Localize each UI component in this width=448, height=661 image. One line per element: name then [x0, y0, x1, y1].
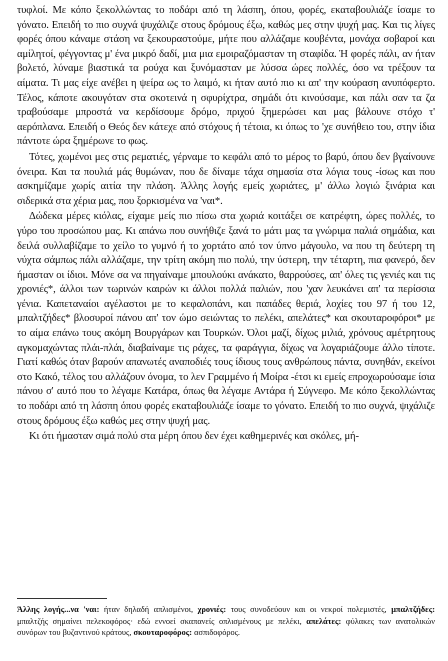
paragraph-4: Κι ότι ήμασταν σιμά πολύ στα μέρη όπου δεν έχει καθημερινές και σκόλες, μή- — [29, 431, 359, 443]
paragraph-2: Τότες, χωμένοι μες στις ρεματιές, γέρναμε το κεφάλι από το μέρος το βαρύ, όπου δεν βγαίνουνε όνειρα. Και τα πουλιά μάς θυμώναν, που δε δίναμε τάχα σημασία στα λόγια τους -ίσως και που ασκημίζαμε χωρίς αιτία την πλάση. Άλλης λογής εμείς χωριάτες, μ' άλλω λογιώ ξινάρια και σιδερικά στα χέρια μας, που ξορκισμένα να 'ναι*. — [17, 151, 435, 207]
footnote-term: μπαλτζήδες: — [386, 605, 435, 614]
footnote-text: τους συνοδεύουν και οι νεκροί πολεμιστές, — [226, 605, 387, 614]
footnote-term: Άλλης λογής...να 'ναι: — [17, 605, 100, 614]
footnote-text: ασπιδοφόρος. — [192, 628, 241, 638]
footnote-term: απελάτες: — [301, 616, 342, 626]
footnote-text: ήταν δηλαδή απλισμένοι, — [99, 605, 194, 614]
footnote-term: σκουταροφόρος: — [131, 628, 193, 638]
footnote-text: φύλακες των ανατολικών συνόρων του βυζαντινού κράτους, — [17, 616, 436, 638]
footnote-divider — [17, 598, 107, 599]
footnotes — [17, 604, 435, 639]
paragraph-continuation: τυφλοί. Με κόπο ξεκολλώντας το ποδάρι από τη λάσπη, όπου, φορές, εκαταβουλιάζε ίσαμε το γόνατο. Επειδή το πιο συχνά ψυχάλιζε στους δρόμους έξω, καθώς μες στην ψυχή μας. Και τις λίγες φορές όπου κάναμε στάση να ξεκουραστούμε, μήτε που αλλάζαμε κουβέντα, μονάχα σοβαροί και αμίλητοί, φέγγοντας μ' ένα μικρό δαδί, μια μια εμοιραζόμασταν τη σταφίδα. Ή φορές πάλι, αν ήταν βολετό, λύναμε βιαστικά τα ρούχα και ξυνόμασταν με λύσσα ώρες πολλές, όσο να τρέξουν τα αίματα. Τι μας είχε ανέβει η ψείρα ως το λαιμό, κι ήταν αυτό πιο κι απ' την κούραση ανυπόφερτο. Τέλος, κάποτε ακουγόταν στα σκοτεινά η σφυρίχτρα, σημάδι ότι κινούσαμε, και πάλι σαν τα ζα τραβούσαμε μπροστά να κερδίσουμε δρόμο, πριχού ξημερώσει και μας βάλουνε στόχο τ' αερόπλανα. Επειδή ο Θεός δεν κάτεχε από στόχους ή τέτοια, κι όπως το 'χε συνήθειο του, στην ίδια πάντοτε ώρα ξημέρωνε το φως. — [17, 5, 435, 148]
paragraph-3: Δώδεκα μέρες κιόλας, είχαμε μείς πιο πίσω στα χωριά κοιτάξει σε κατρέφτη, ώρες πολλές, το γύρο του προσώπου μας. Κι απάνω που συνήθιζε ξανά το μάτι μας τα γνώριμα παλιά σημάδια, και δειλά συλλαβίζαμε το χείλο το γυμνό ή το χορτάτο από τον ύπνο μάγουλο, να που τη δεύτερη τη νύχτα σάμπως πάλι αλλάζαμε, την τρίτη ακόμη πιο πολύ, την ύστερη, την τέταρτη, πια φανερό, δεν ήμασταν οι ίδιοι. Μόνε σα να πηγαίναμε μπουλούκι ανάκατο, θαρρούσες, απ' όλες τις γενιές και τις χρονιές*, άλλοι των τωρινών καιρών κι άλλοι πολλά παλιών, που 'χαν λευκάνει απ' τα περίσσια γένια. Καπεταναίοι αγέλαστοι με το κεφαλοπάνι, και παπάδες θεριά, λοχίες του 97 ή του 12, μπαλτζήδες* βλοσυροί πάνου απ' τον ώμο σειώντας το πελέκι, απελάτες* και σκουταροφόροι* με το αίμα επάνω τους ακόμη Βουργάρων και Τουρκών. Όλοι μαζί, δίχως μιλιά, χρόνους αμέτρητους αγκομαχώντας πλάι-πλάι, διαβαίναμε τις ράχες, τα φαράγγια, δίχως να λογαριάζουμε άλλο τίποτε. Γιατί καθώς όταν βαρούν απανωτές αναποδιές τους ίδιους τους ανθρώπους πάντα, συνηθάν, εκείνοι στο Κακό, τέλος του αλλάζουν όνομα, το λεν Γραμμένο ή Μοίρα -έτσι κι εμείς επροχωρούσαμε ίσια πάνου σ' αυτό που το λέγαμε Κατάρα, όπως θα λέγαμε Αντάρα ή Σύγνεφο. Με κόπο ξεκολλώντας το ποδάρι από τη λάσπη όπου φορές εκαταβουλιάζε ίσαμε το γόνατο. Επειδή το πιο συχνά, ψιχάλιζε στους δρόμους έξω καθώς μες στην ψυχή μας. — [17, 211, 435, 427]
footnote-text: μπαλτζής σημαίνει πελεκοφόρος· εδώ εννοεί σκαπανείς οπλισμένους με πελέκι, — [17, 616, 302, 626]
footnote-term: χρονιές: — [193, 605, 227, 614]
